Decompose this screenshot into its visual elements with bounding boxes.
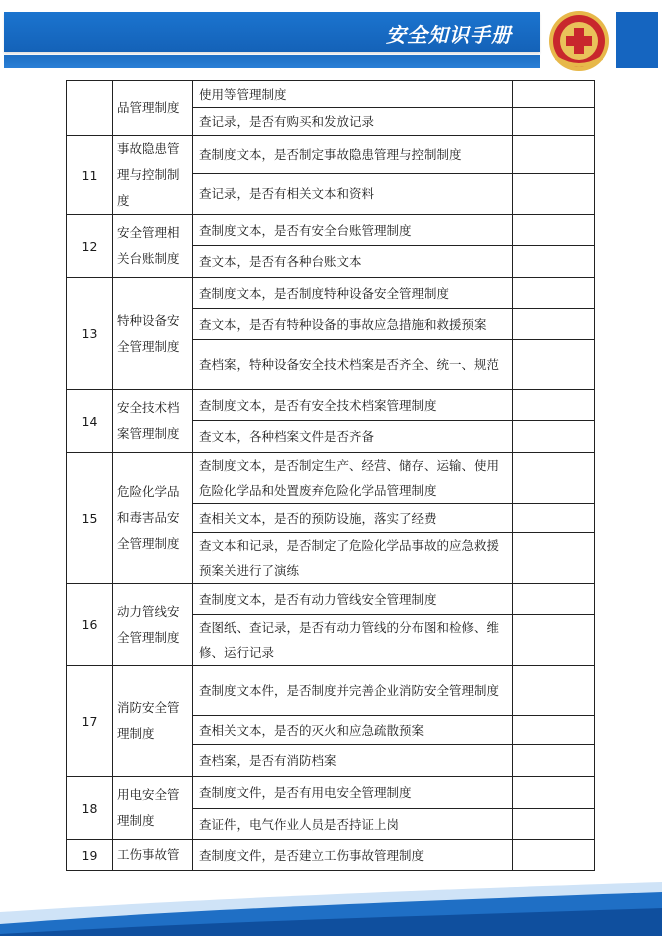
category-cell: 事故隐患管理与控制制度 [113,136,193,215]
check-item-cell: 查制度文件，是否建立工伤事故管理制度 [193,840,513,871]
check-item-cell: 查文本，各种档案文件是否齐备 [193,421,513,453]
item-number: 13 [67,278,113,390]
item-number: 18 [67,777,113,840]
result-cell [513,390,595,421]
category-cell: 品管理制度 [113,81,193,136]
result-cell [513,745,595,777]
result-cell [513,136,595,174]
result-cell [513,81,595,108]
check-item-cell: 查相关文本，是否的预防设施，落实了经费 [193,504,513,533]
item-number: 11 [67,136,113,215]
check-item-cell: 查档案，特种设备安全技术档案是否齐全、统一、规范 [193,340,513,390]
check-item-cell: 查档案，是否有消防档案 [193,745,513,777]
check-item-cell: 查图纸、查记录，是否有动力管线的分布图和检修、维修、运行记录 [193,615,513,666]
result-cell [513,108,595,136]
check-item-cell: 查文本，是否有特种设备的事故应急措施和救援预案 [193,309,513,340]
check-item-cell: 查制度文本，是否制度特种设备安全管理制度 [193,278,513,309]
category-cell: 动力管线安全管理制度 [113,584,193,666]
category-cell: 用电安全管理制度 [113,777,193,840]
item-number: 12 [67,215,113,278]
table-row [67,584,595,615]
check-item-cell: 查制度文本，是否有安全技术档案管理制度 [193,390,513,421]
result-cell [513,666,595,716]
table-row [67,777,595,809]
table-row [67,390,595,421]
check-item-cell: 查制度文本件，是否制度并完善企业消防安全管理制度 [193,666,513,716]
safety-emblem-icon [546,8,612,74]
item-number: 15 [67,453,113,584]
category-cell: 工伤事故管 [113,840,193,871]
check-item-cell: 查制度文本，是否制定事故隐患管理与控制制度 [193,136,513,174]
category-cell: 危险化学品和毒害品安全管理制度 [113,453,193,584]
check-item-cell: 查文本和记录，是否制定了危险化学品事故的应急救援预案关进行了演练 [193,533,513,584]
result-cell [513,340,595,390]
check-item-cell: 查相关文本，是否的灭火和应急疏散预案 [193,716,513,745]
check-item-cell: 查制度文件，是否有用电安全管理制度 [193,777,513,809]
check-item-cell: 查制度文本，是否有安全台账管理制度 [193,215,513,246]
item-number: 17 [67,666,113,777]
item-number: 14 [67,390,113,453]
result-cell [513,215,595,246]
item-number: 19 [67,840,113,871]
table-row [67,840,595,871]
result-cell [513,533,595,584]
page-title: 安全知识手册 [386,23,512,47]
result-cell [513,309,595,340]
result-cell [513,421,595,453]
result-cell [513,278,595,309]
check-item-cell: 查制度文本，是否制定生产、经营、储存、运输、使用危险化学品和处置废弃危险化学品管理制度 [193,453,513,504]
header-stripe [4,55,540,68]
table-row [67,136,595,174]
result-cell [513,840,595,871]
result-cell [513,584,595,615]
result-cell [513,453,595,504]
footer-wave [0,872,662,936]
result-cell [513,246,595,278]
item-number [67,81,113,136]
check-item-cell: 查证件，电气作业人员是否持证上岗 [193,809,513,840]
table-row [67,81,595,108]
result-cell [513,777,595,809]
result-cell [513,716,595,745]
result-cell [513,504,595,533]
category-cell: 特种设备安全管理制度 [113,278,193,390]
check-item-cell: 查记录，是否有购买和发放记录 [193,108,513,136]
result-cell [513,173,595,214]
category-cell: 消防安全管理制度 [113,666,193,777]
table-row [67,215,595,246]
item-number: 16 [67,584,113,666]
table-row [67,666,595,716]
check-item-cell: 使用等管理制度 [193,81,513,108]
result-cell [513,809,595,840]
result-cell [513,615,595,666]
category-cell: 安全技术档案管理制度 [113,390,193,453]
table-row [67,278,595,309]
header-right-block [616,12,658,68]
category-cell: 安全管理相关台账制度 [113,215,193,278]
check-item-cell: 查记录，是否有相关文本和资料 [193,173,513,214]
table-row [67,453,595,504]
safety-checklist-table [66,80,595,871]
check-item-cell: 查制度文本，是否有动力管线安全管理制度 [193,584,513,615]
check-item-cell: 查文本，是否有各种台账文本 [193,246,513,278]
